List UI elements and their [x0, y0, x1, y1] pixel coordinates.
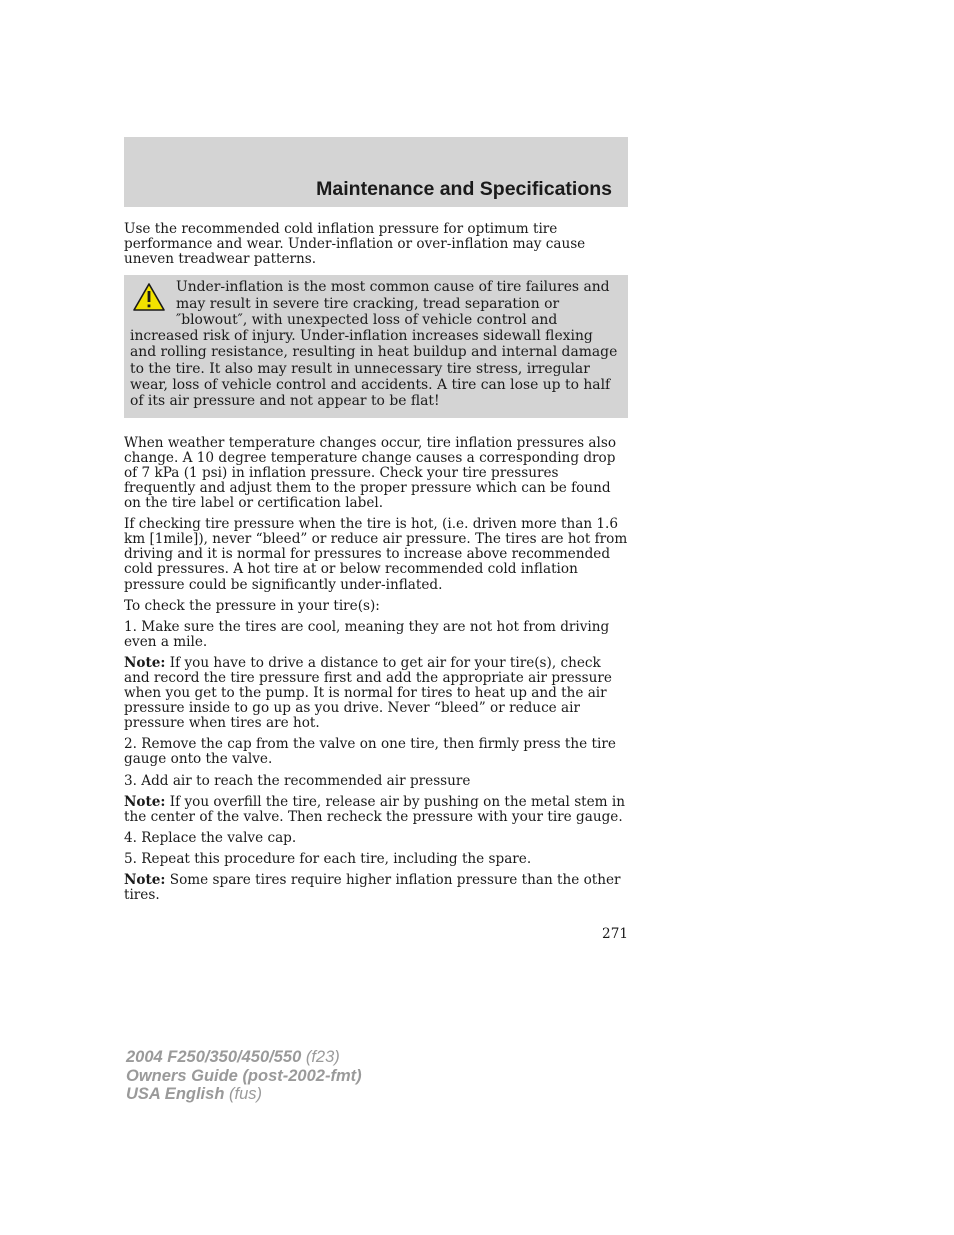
footer-model: 2004 F250/350/450/550: [126, 1048, 302, 1066]
intro-paragraph: Use the recommended cold inflation pressure for optimum tire performance and wear. Under-inflation or over-inflation may cause uneven treadwear patterns.: [124, 221, 586, 268]
step-2: 2. Remove the cap from the valve on one tire, then firmly press the tire gauge onto the valve.: [124, 736, 616, 768]
warning-box: [124, 275, 628, 417]
footer-guide: Owners Guide (post-2002-fmt): [126, 1066, 362, 1085]
note-2: [124, 795, 628, 825]
page-content: [124, 222, 628, 909]
step-1: 1. Make sure the tires are cool, meaning they are not hot from driving even a mile.: [124, 618, 610, 650]
note-text: If you have to drive a distance to get air for your tire(s), check and record the tire pressure first and add the appropriate air pressure when you get to the pump. It is normal for tires to heat up and the air pressure inside to go up as you drive. Never “bleed” or reduce air pressure when tires are hot.: [124, 654, 612, 732]
section-title: Maintenance and Specifications: [316, 178, 612, 200]
temperature-paragraph: When weather temperature changes occur, tire inflation pressures also change. A 10 degree temperature change causes a corresponding drop of 7 kPa (1 psi) in inflation pressure. Check your tire pressures frequently and adjust them to the proper pressure which can be found on the tire label or certification label.: [124, 434, 617, 512]
footer-language-code: (fus): [224, 1085, 262, 1103]
warning-triangle-icon: [132, 282, 166, 312]
footer-language: USA English: [126, 1085, 225, 1103]
section-header: [124, 137, 628, 207]
document-footer: [126, 1048, 362, 1104]
step-5: 5. Repeat this procedure for each tire, including the spare.: [124, 850, 532, 867]
step-4: 4. Replace the valve cap.: [124, 829, 297, 846]
footer-line-1: [126, 1048, 362, 1067]
note-text: Some spare tires require higher inflation pressure than the other tires.: [124, 872, 621, 904]
step-3: 3. Add air to reach the recommended air pressure: [124, 772, 471, 789]
warning-text: Under-inflation is the most common cause of tire failures and may result in severe tire cracking, tread separation or ″blowout″, with unexpected loss of vehicle control and increased risk of injury. Under-inflation increases sidewall flexing and rolling resistance, resulting in heat buildup and internal damage to the tire. It also may result in unnecessary tire stress, irregular wear, loss of vehicle control and accidents. A tire can lose up to half of its air pressure and not appear to be flat!: [130, 279, 618, 410]
footer-line-3: [126, 1085, 362, 1104]
note-label: Note:: [124, 872, 166, 888]
note-1: [124, 656, 628, 731]
hot-tire-paragraph: If checking tire pressure when the tire is hot, (i.e. driven more than 1.6 km [1mile]), never “bleed” or reduce air pressure. The tires are hot from driving and it is normal for pressures to increase above recommended cold pressures. A hot tire at or below recommended cold inflation pressure could be significantly under-inflated.: [124, 516, 628, 593]
note-text: If you overfill the tire, release air by pushing on the metal stem in the center of the valve. Then recheck the pressure with your tire gauge.: [124, 793, 625, 825]
note-3: [124, 873, 628, 903]
to-check-paragraph: To check the pressure in your tire(s):: [124, 597, 380, 614]
footer-model-code: (f23): [301, 1048, 340, 1066]
page-number: 271: [602, 926, 628, 942]
note-label: Note:: [124, 793, 166, 810]
footer-line-2: [126, 1067, 362, 1086]
note-label: Note:: [124, 654, 166, 671]
